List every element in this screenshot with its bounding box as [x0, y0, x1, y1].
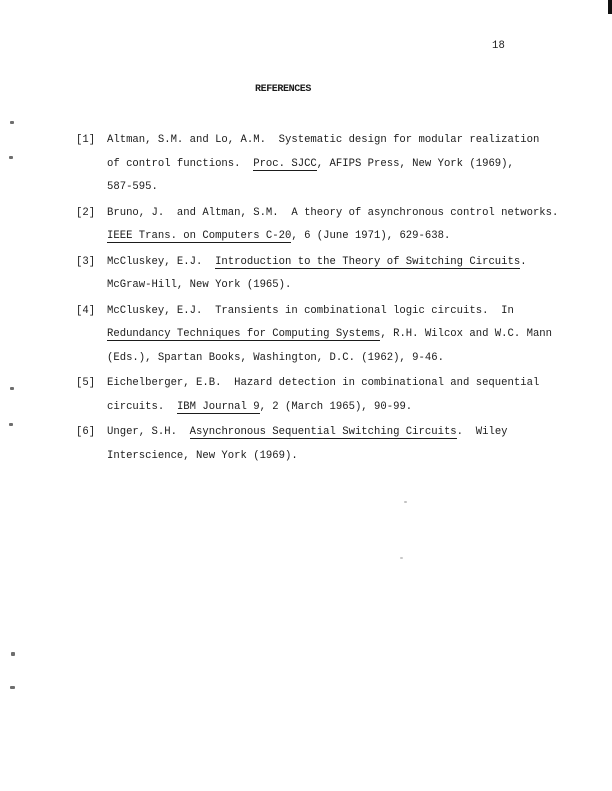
- citation-text-segment: .: [520, 255, 527, 268]
- citation-text-segment: , AFIPS Press, New York (1969),: [316, 157, 514, 170]
- scan-speck: [11, 652, 15, 656]
- citation-text-segment: , 2 (March 1965), 90-99.: [259, 400, 413, 413]
- citation-text-segment: Interscience, New York (1969).: [107, 449, 298, 462]
- reference-line: [107, 129, 588, 153]
- page-title: REFERENCES: [255, 84, 312, 95]
- citation-text-segment: McCluskey, E.J. Transients in combinational logic circuits. In: [107, 304, 514, 317]
- underlined-citation-title: IEEE Trans. on Computers C-20: [107, 230, 292, 242]
- reference-line: [107, 445, 588, 469]
- reference-item: [76, 421, 588, 468]
- underlined-citation-title: Proc. SJCC: [253, 157, 317, 170]
- citation-text-segment: (Eds.), Spartan Books, Washington, D.C. (1962), 9-46.: [107, 351, 444, 364]
- reference-text: [107, 251, 588, 298]
- references-list: [76, 129, 588, 470]
- reference-line: [107, 202, 588, 226]
- citation-text-segment: of control functions.: [107, 157, 254, 170]
- page-number: 18: [492, 40, 506, 52]
- reference-line: [107, 274, 588, 298]
- scan-speck: [10, 686, 15, 689]
- scan-edge-mark: [608, 0, 612, 14]
- reference-item: [76, 300, 588, 371]
- citation-text-segment: . Wiley: [456, 426, 508, 438]
- reference-line: [107, 251, 588, 275]
- reference-item: [76, 129, 588, 200]
- reference-line: [107, 153, 588, 177]
- reference-number: [5]: [76, 377, 96, 389]
- reference-text: [107, 129, 588, 200]
- reference-number: [2]: [76, 206, 96, 219]
- citation-text-segment: Eichelberger, E.B. Hazard detection in combinational and sequential: [107, 377, 540, 389]
- reference-item: [76, 202, 588, 249]
- scan-speck: [10, 387, 14, 390]
- reference-line: [107, 225, 588, 249]
- underlined-citation-title: Redundancy Techniques for Computing Systems: [107, 328, 381, 340]
- reference-number: [4]: [76, 304, 96, 317]
- reference-text: [107, 421, 588, 468]
- reference-line: [107, 372, 588, 396]
- underlined-citation-title: Asynchronous Sequential Switching Circuits: [189, 426, 457, 438]
- citation-text-segment: Bruno, J. and Altman, S.M. A theory of asynchronous control networks.: [107, 206, 559, 219]
- reference-number: [1]: [76, 134, 96, 146]
- scan-speck: [9, 423, 13, 426]
- scan-speck: [9, 156, 13, 159]
- underlined-citation-title: Introduction to the Theory of Switching Circuits: [215, 255, 521, 268]
- scan-speck: [400, 557, 403, 559]
- reference-line: [107, 176, 588, 200]
- citation-text-segment: , R.H. Wilcox and W.C. Mann: [380, 328, 553, 340]
- reference-text: [107, 202, 588, 249]
- reference-line: [107, 421, 588, 445]
- reference-text: [107, 300, 588, 371]
- citation-text-segment: McCluskey, E.J.: [107, 255, 216, 268]
- reference-line: [107, 396, 588, 420]
- scan-speck: [10, 121, 14, 124]
- citation-text-segment: 587-595.: [107, 181, 158, 193]
- reference-line: [107, 323, 588, 347]
- citation-text-segment: McGraw-Hill, New York (1965).: [107, 279, 292, 291]
- reference-text: [107, 372, 588, 419]
- citation-text-segment: Unger, S.H.: [107, 426, 190, 438]
- scan-speck: [404, 501, 407, 503]
- citation-text-segment: circuits.: [107, 400, 177, 413]
- reference-line: [107, 300, 588, 324]
- reference-line: [107, 347, 588, 371]
- underlined-citation-title: IBM Journal 9: [176, 400, 260, 413]
- reference-item: [76, 372, 588, 419]
- citation-text-segment: , 6 (June 1971), 629-638.: [291, 230, 451, 242]
- citation-text-segment: Altman, S.M. and Lo, A.M. Systematic design for modular realization: [107, 134, 540, 146]
- reference-number: [3]: [76, 255, 96, 268]
- reference-number: [6]: [76, 426, 96, 438]
- reference-item: [76, 251, 588, 298]
